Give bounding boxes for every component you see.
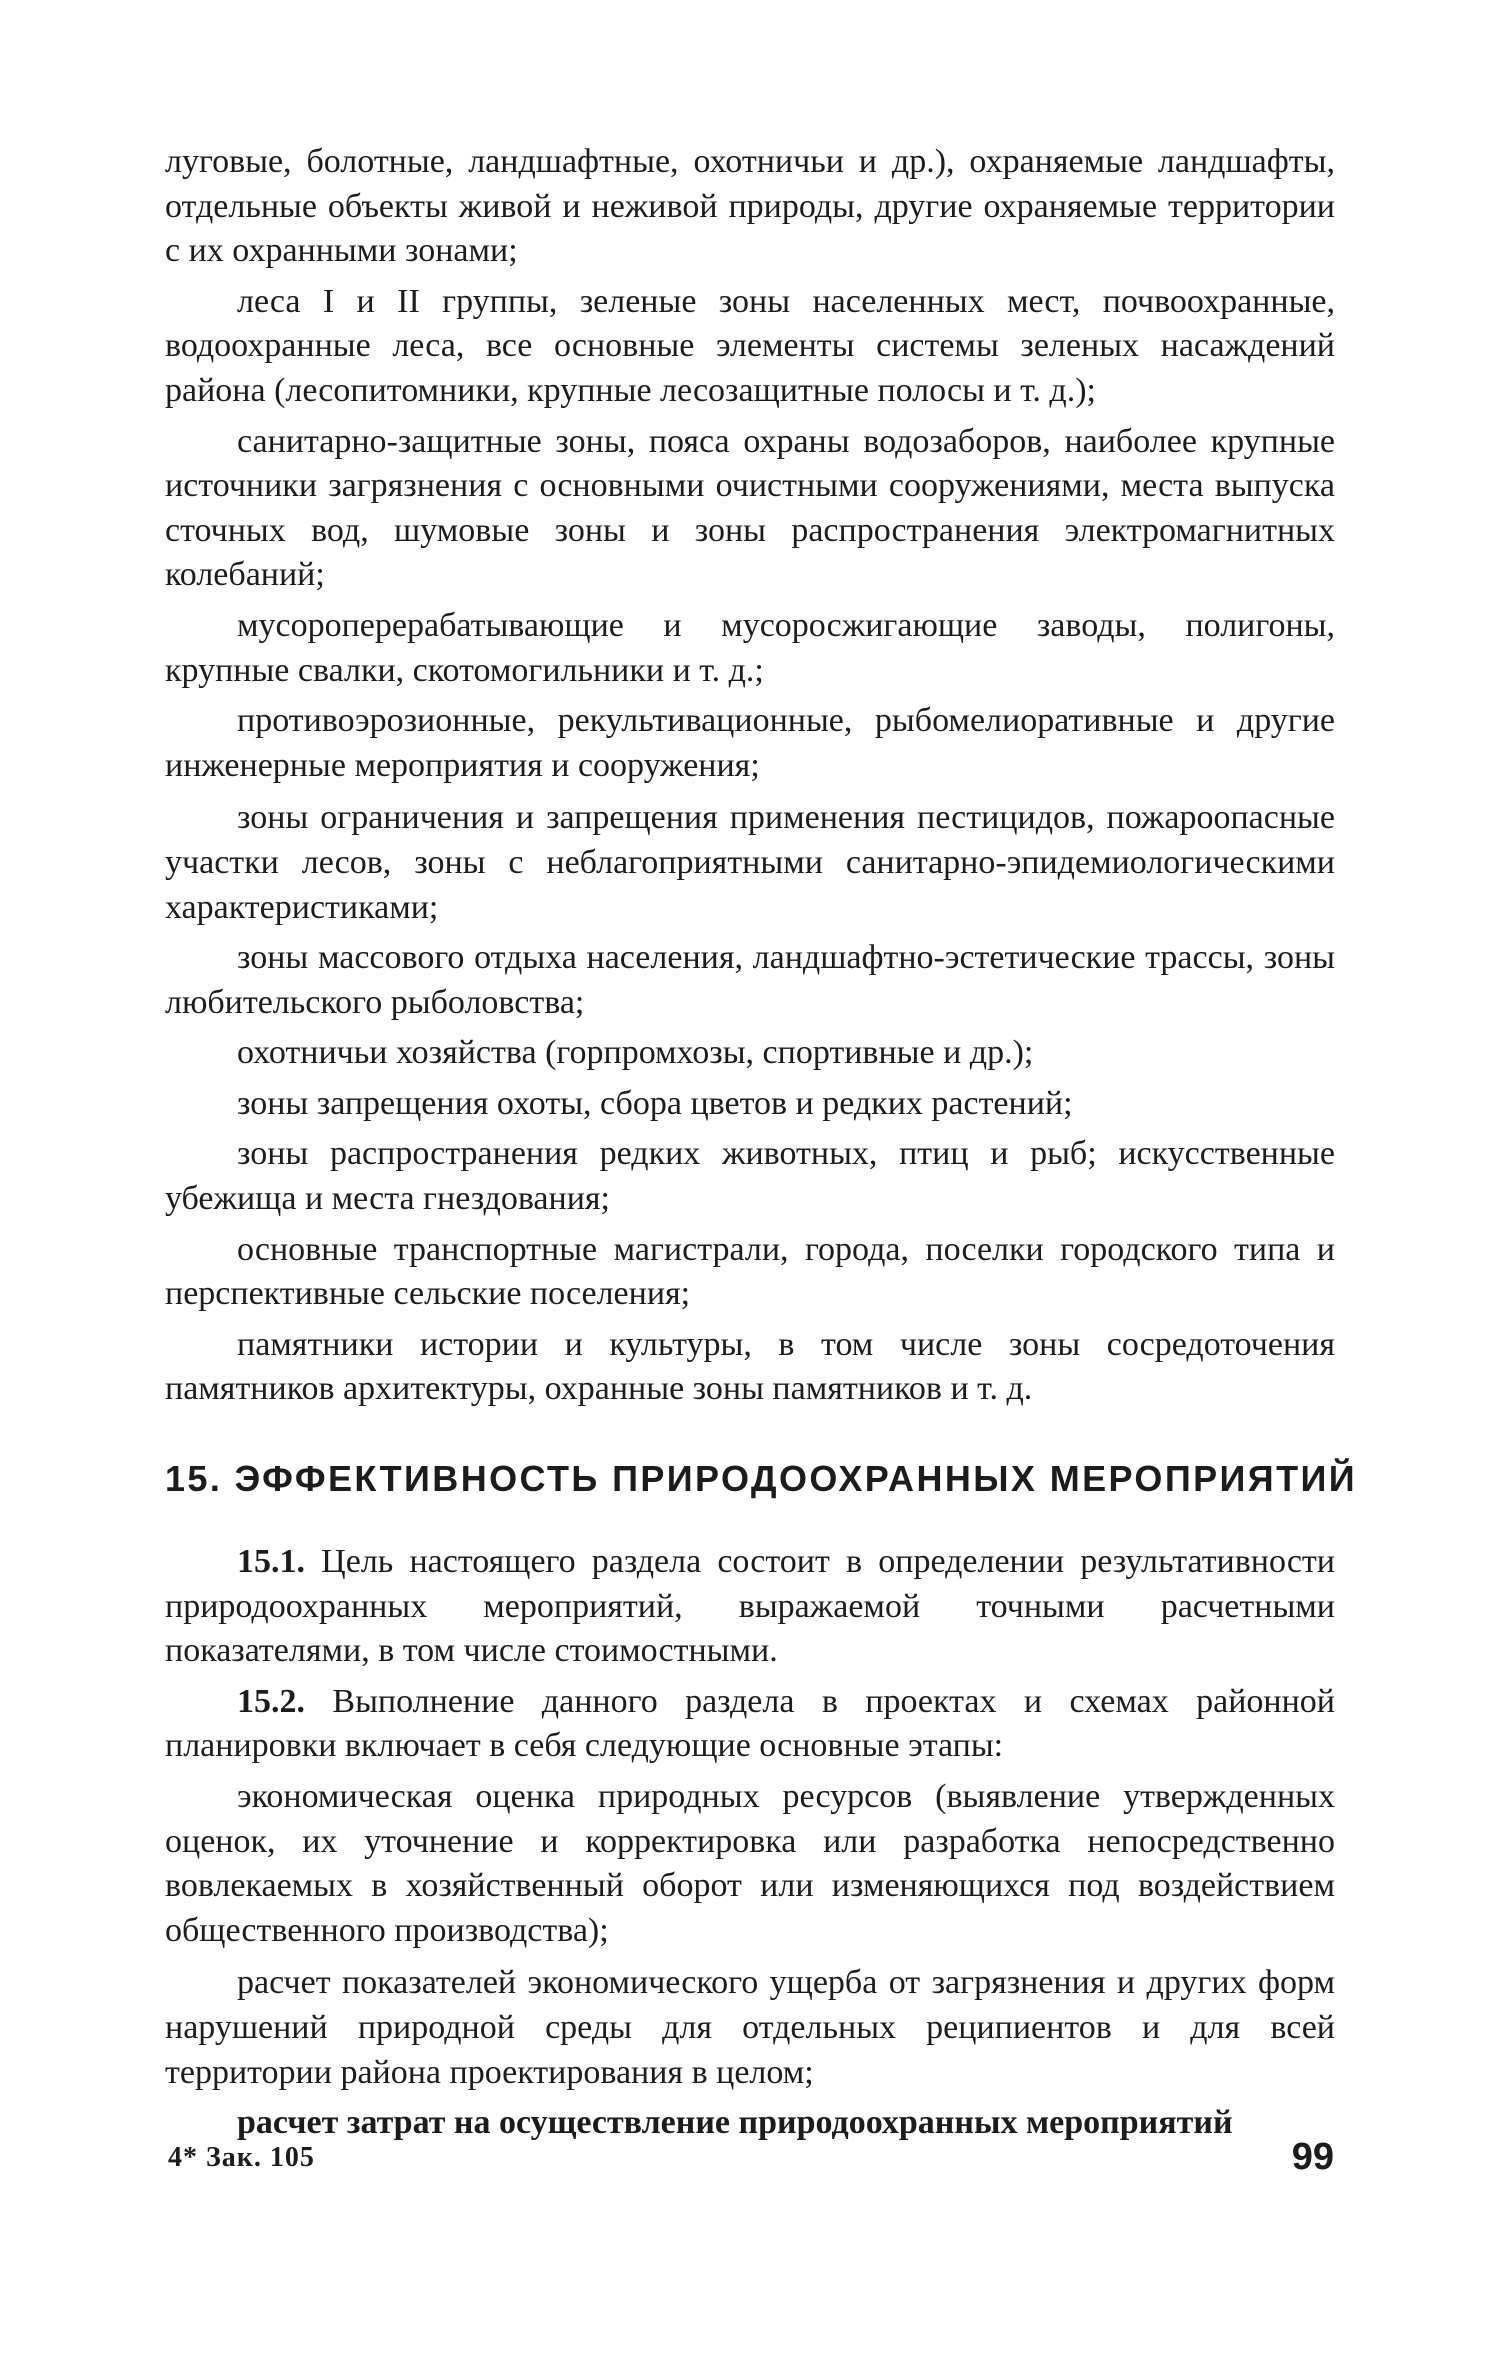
paragraph-engineering-measures: противоэрозионные, рекультивационные, рыбомелиоративные и другие инженерные мероприятия и сооружения; bbox=[165, 702, 1335, 784]
text-column bbox=[165, 140, 1358, 2146]
paragraph-damage-calculation: расчет показателей экономического ущерба от загрязнения и других форм нарушений природной среды для отдельных реципиентов и для всей территории района проектирования в целом; bbox=[165, 1964, 1335, 2091]
paragraph-15-1 bbox=[165, 1540, 1335, 1674]
paragraph-forests: леса I и II группы, зеленые зоны населенных мест, почвоохранные, водоохранные леса, все основные элементы системы зеленых насаждений района (лесопитомники, крупные лесозащитные полосы и т. д.); bbox=[165, 282, 1335, 409]
clause-number-15-2: 15.2. bbox=[237, 1682, 305, 1720]
paragraph-economic-assessment: экономическая оценка природных ресурсов (выявление утвержденных оценок, их уточнение и корректировка или разработка непосредственно вовлекаемых в хозяйственный оборот или изменяющихся под воздействием общественного производства); bbox=[165, 1778, 1335, 1949]
clause-text-15-2: Выполнение данного раздела в проектах и схемах районной планировки включает в себя следующие основные этапы: bbox=[165, 1682, 1335, 1765]
paragraph-rare-animals: зоны распространения редких животных, птиц и рыб; искусственные убежища и места гнездования; bbox=[165, 1135, 1335, 1218]
print-order-mark: 4* Зак. 105 bbox=[168, 2142, 315, 2173]
paragraph-pesticide-zones: зоны ограничения и запрещения применения пестицидов, пожароопасные участки лесов, зоны с неблагоприятными санитарно-эпидемиологическими характеристиками; bbox=[165, 799, 1335, 926]
section-heading: 15. ЭФФЕКТИВНОСТЬ ПРИРОДООХРАННЫХ МЕРОПРИЯТИЙ bbox=[165, 1458, 1358, 1500]
paragraph-hunting-farms: охотничьи хозяйства (горпромхозы, спортивные и др.); bbox=[237, 1034, 1034, 1072]
paragraph-recreation-zones: зоны массового отдыха населения, ландшафтно-эстетические трассы, зоны любительского рыболовства; bbox=[165, 939, 1335, 1021]
paragraph-waste-plants: мусороперерабатывающие и мусоросжигающие заводы, полигоны, крупные свалки, скотомогильники и т. д.; bbox=[165, 606, 1335, 689]
paragraph-transport: основные транспортные магистрали, города, поселки городского типа и перспективные сельские поселения; bbox=[165, 1230, 1335, 1313]
clause-text-15-1: Цель настоящего раздела состоит в определении результативности природоохранных мероприятий, выражаемой точными расчетными показателями, в том числе стоимостными. bbox=[165, 1543, 1335, 1670]
paragraph-hunting-ban: зоны запрещения охоты, сбора цветов и редких растений; bbox=[237, 1084, 1073, 1122]
paragraph-15-2 bbox=[165, 1680, 1335, 1769]
clause-number-15-1: 15.1. bbox=[237, 1543, 305, 1581]
page-number: 99 bbox=[1291, 2136, 1334, 2178]
paragraph-continuation: луговые, болотные, ландшафтные, охотничьи и др.), охраняемые ландшафты, отдельные объекты живой и неживой природы, другие охраняемые территории с их охранными зонами; bbox=[165, 143, 1335, 270]
paragraph-monuments: памятники истории и культуры, в том числе зоны сосредоточения памятников архитектуры, охранные зоны памятников и т. д. bbox=[165, 1325, 1335, 1408]
paragraph-cost-calculation: расчет затрат на осуществление природоохранных мероприятий bbox=[237, 2104, 1233, 2142]
paragraph-sanitary-zones: санитарно-защитные зоны, пояса охраны водозаборов, наиболее крупные источники загрязнения с основными очистными сооружениями, места выпуска сточных вод, шумовые зоны и зоны распространения электромагнитных колебаний; bbox=[165, 422, 1335, 594]
